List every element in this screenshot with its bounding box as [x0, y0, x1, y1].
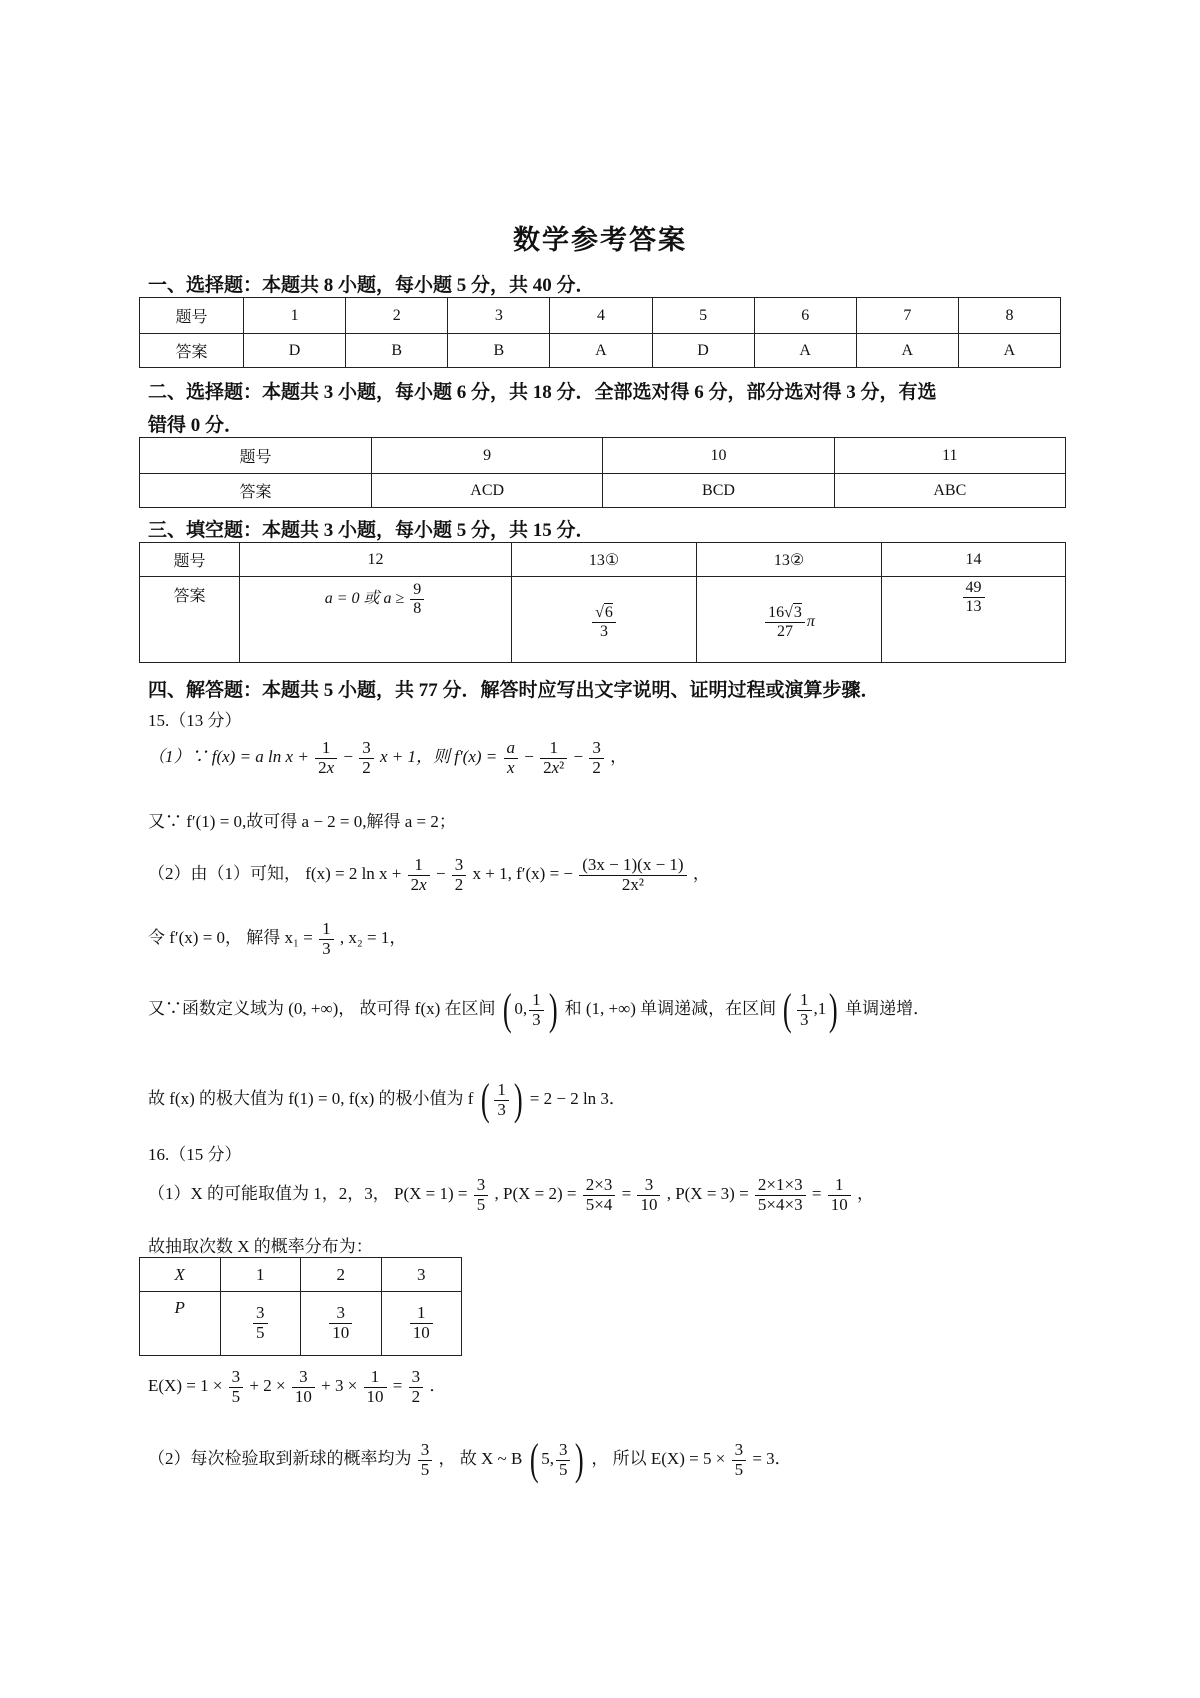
- q15-part1-line1: （1）∵ f(x) = a ln x + $\frac{1}{2x}$ − $\frac{3}{2}$ x + 1，则 f′(x) = $\frac{a}{x}$ − $\frac{1}{\text{2x²}}$ − $\frac{3}{2}$ ，: [148, 738, 628, 777]
- q16-part1-line1: （1）X 的可能取值为 1，2，3， P(X = 1) = $\frac{3}{5}$ , P(X = 2) = $\frac{2\times 3}{5\times 4}$ = $\frac{3}{10}$ , P(X = 3) = $\frac{2\times 1\times 3}{5\times 4\times 3}$ = $\frac{1}{10}$ ，: [148, 1175, 874, 1214]
- fraction: $\frac{1}{3}$: [529, 991, 544, 1029]
- question-number: 10: [603, 438, 834, 474]
- fraction: $\frac{3}{5}$: [556, 1441, 571, 1479]
- answer-cell: A: [754, 334, 856, 368]
- table-row: [140, 1292, 462, 1356]
- answer-cell-14: [882, 577, 1066, 663]
- answer-cell: ABC: [834, 474, 1065, 508]
- fraction: $\frac{3}{10}$: [637, 1176, 660, 1214]
- q15-part2-line4: 故 f(x) 的极大值为 f(1) = 0, f(x) 的极小值为 f ( $\frac{1}{3}$ ) = 2 − 2 ln 3．: [148, 1075, 626, 1124]
- table-row: [140, 1258, 462, 1292]
- fraction: $\frac{1}{10}$: [364, 1368, 387, 1406]
- row-label: 题号: [140, 543, 240, 577]
- answer-cell: B: [346, 334, 448, 368]
- table-cell: P: [140, 1292, 221, 1356]
- section-2-heading-cont: 错得 0 分．: [148, 415, 244, 436]
- fraction: $\frac{3}{2}$: [359, 739, 374, 777]
- q15-part2-line3: 又∵函数定义域为 (0, +∞)， 故可得 f(x) 在区间 ( 0, $\frac{1}{3}$ ) 和 (1, +∞) 单调递减，在区间 ( $\frac{1}{3}$ ,1) 单调递增．: [148, 985, 931, 1034]
- fraction: $\frac{1}{3}$: [319, 920, 334, 958]
- question-number: 8: [958, 298, 1060, 334]
- q15-part2-line1: （2）由（1）可知， f(x) = 2 ln x + $\frac{1}{2x}$ − $\frac{3}{2}$ x + 1, f′(x) = − $\frac{(3x - 1)(x - 1)}{\text{2x²}}$ ，: [148, 855, 710, 894]
- fraction: $\frac{3}{5}$: [474, 1176, 489, 1214]
- answer-cell-13b: $\frac{16√3}{27}$ π: [697, 577, 882, 663]
- fraction: $\frac{1}{10}$: [828, 1176, 851, 1214]
- fraction: $\frac{1}{3}$: [494, 1081, 509, 1119]
- q16-dist-intro: 故抽取次数 X 的概率分布为：: [148, 1237, 373, 1256]
- fraction: $\frac{3}{5}$: [732, 1441, 747, 1479]
- answer-cell: A: [550, 334, 652, 368]
- fraction: $\frac{3}{10}$: [292, 1368, 315, 1406]
- table-row: [140, 543, 1066, 577]
- question-number: 14: [882, 543, 1066, 577]
- table-row: [140, 438, 1066, 474]
- table-header-cell: 2: [301, 1258, 382, 1292]
- section-4-heading: 四、解答题：本题共 5 小题，共 77 分．解答时应写出文字说明、证明过程或演算步骤．: [148, 680, 880, 701]
- answer-cell: D: [244, 334, 346, 368]
- question-number: 9: [372, 438, 603, 474]
- table-row: [140, 474, 1066, 508]
- question-number: 3: [448, 298, 550, 334]
- fraction: $\frac{1}{\text{2x²}}$: [540, 739, 567, 777]
- question-number: 5: [652, 298, 754, 334]
- q16-part2: （2）每次检验取到新球的概率均为 $\frac{3}{5}$ ， 故 X ~ B ( 5, $\frac{3}{5}$ ) ， 所以 E(X) = 5 × $\frac{3}{5}$ = 3．: [148, 1435, 792, 1484]
- table-header-cell: 1: [220, 1258, 301, 1292]
- table-cell: $\frac{3}{10}$: [301, 1292, 382, 1356]
- table-header-cell: X: [140, 1258, 221, 1292]
- section-3-heading: 三、填空题：本题共 3 小题，每小题 5 分，共 15 分．: [148, 520, 595, 541]
- answer-cell: A: [958, 334, 1060, 368]
- row-label: 答案: [140, 577, 240, 663]
- section-3-table: [139, 542, 1066, 663]
- fraction: $\frac{3}{2}$: [452, 856, 467, 894]
- q15-part1-line2: 又∵ f′(1) = 0,故可得 a − 2 = 0,解得 a = 2；: [148, 812, 456, 831]
- question-number: 13②: [697, 543, 882, 577]
- question-number: 12: [240, 543, 512, 577]
- fraction: $\frac{a}{x}$: [504, 739, 519, 777]
- fraction: $\frac{3}{2}$: [409, 1368, 424, 1406]
- fraction: $\frac{16√3}{27}$: [765, 604, 805, 640]
- fraction: $\frac{(3x - 1)(x - 1)}{\text{2x²}}$: [579, 856, 686, 894]
- fraction: $\frac{3}{5}$: [229, 1368, 244, 1406]
- section-2-heading: 二、选择题：本题共 3 小题，每小题 6 分，共 18 分．全部选对得 6 分，部分选对得 3 分，有选: [148, 382, 937, 403]
- question-number: 7: [856, 298, 958, 334]
- answer-cell-13a: [512, 577, 697, 663]
- section-1-heading: 一、选择题：本题共 8 小题，每小题 5 分，共 40 分．: [148, 275, 595, 296]
- fraction: $\frac{1}{2x}$: [408, 856, 430, 894]
- q16-expectation: E(X) = 1 × $\frac{3}{5}$ + 2 × $\frac{3}{10}$ + 3 × $\frac{1}{10}$ = $\frac{3}{2}$ ．: [148, 1367, 447, 1406]
- table-row: [140, 334, 1061, 368]
- section-1-table: [139, 297, 1061, 368]
- table-cell: $\frac{1}{10}$: [381, 1292, 462, 1356]
- fraction: $\frac{3}{2}$: [589, 739, 604, 777]
- fraction: $\frac{1}{2x}$: [315, 739, 337, 777]
- q16-label: 16.（15 分）: [148, 1145, 242, 1164]
- answer-cell: BCD: [603, 474, 834, 508]
- row-label: 答案: [140, 474, 372, 508]
- question-number: 1: [244, 298, 346, 334]
- table-row: [140, 577, 1066, 663]
- table-header-cell: 3: [381, 1258, 462, 1292]
- table-cell: $\frac{3}{5}$: [220, 1292, 301, 1356]
- fraction: $\frac{9}{8}$: [410, 581, 424, 617]
- section-2-table: [139, 437, 1066, 508]
- fraction: $\frac{2\times 3}{5\times 4}$: [583, 1176, 616, 1214]
- fraction: $\frac{49}{13}$: [963, 579, 985, 615]
- table-row: [140, 298, 1061, 334]
- fraction: $\frac{√6}{3}$: [592, 604, 616, 640]
- row-label: 答案: [140, 334, 244, 368]
- answer-cell-12: [240, 577, 512, 663]
- row-label: 题号: [140, 438, 372, 474]
- row-label: 题号: [140, 298, 244, 334]
- question-number: 6: [754, 298, 856, 334]
- question-number: 13①: [512, 543, 697, 577]
- q15-label: 15.（13 分）: [148, 711, 242, 730]
- answer-cell: D: [652, 334, 754, 368]
- fraction: $\frac{1}{3}$: [797, 991, 812, 1029]
- question-number: 2: [346, 298, 448, 334]
- question-number: 4: [550, 298, 652, 334]
- answer-cell: ACD: [372, 474, 603, 508]
- answer-cell: B: [448, 334, 550, 368]
- answer-cell: A: [856, 334, 958, 368]
- question-number: 11: [834, 438, 1065, 474]
- page-title: 数学参考答案: [513, 225, 687, 255]
- answer-12-text: a = 0 或 a ≥: [324, 589, 405, 607]
- distribution-table: [139, 1257, 462, 1356]
- fraction: $\frac{2\times 1\times 3}{5\times 4\times 3}$: [755, 1176, 806, 1214]
- q15-part2-line2: 令 f′(x) = 0， 解得 x₁ = $\frac{1}{3}$ , x₂ = 1，: [148, 919, 407, 958]
- fraction: $\frac{3}{5}$: [418, 1441, 433, 1479]
